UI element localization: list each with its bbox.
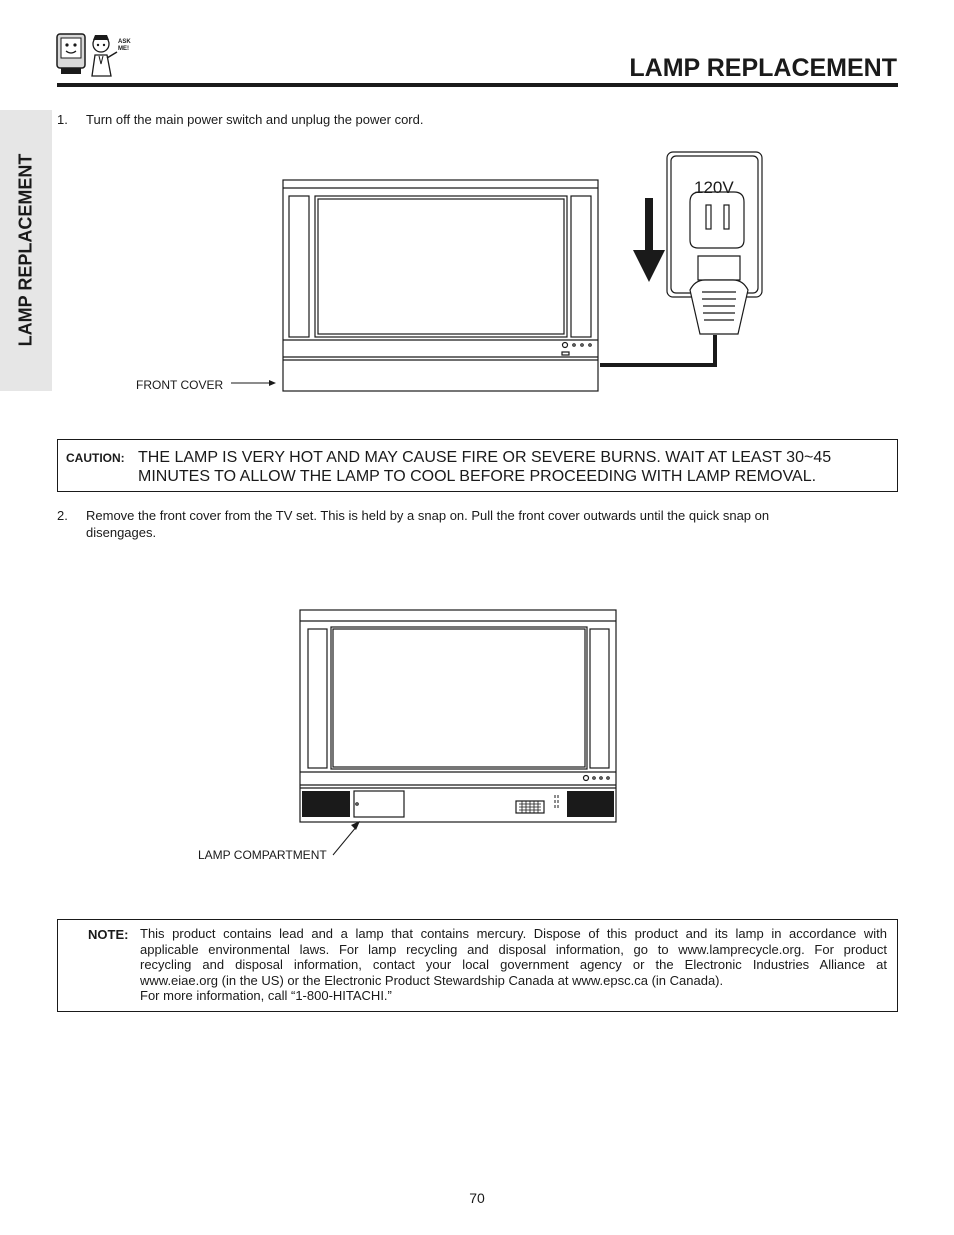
front-cover-arrow-icon <box>231 380 276 386</box>
side-tab-label: LAMP REPLACEMENT <box>15 153 36 347</box>
figure-lamp-compartment <box>190 605 630 865</box>
step-number: 1. <box>57 112 68 127</box>
figure-unplug-tv <box>130 150 780 400</box>
step-number: 2. <box>57 508 68 523</box>
note-line: For more information, call “1-800-HITACHI.” <box>140 988 392 1003</box>
step-text: Turn off the main power switch and unplug the power cord. <box>86 112 424 127</box>
caution-box <box>57 439 898 492</box>
side-tab <box>0 110 52 391</box>
step-1 <box>57 111 897 129</box>
tv-set-illustration <box>300 610 616 822</box>
left-speaker-panel <box>302 791 350 817</box>
caution-text <box>138 448 894 486</box>
caution-line: MINUTES TO ALLOW THE LAMP TO COOL BEFORE PROCEEDING WITH LAMP REMOVAL. <box>138 468 817 485</box>
front-cover-label: FRONT COVER <box>136 378 224 392</box>
voltage-label: 120V <box>694 178 734 197</box>
note-line: applicable environmental laws. For lamp recycling and disposal information, go to www.lamprecycle.org. For product <box>140 941 887 957</box>
ask-me-mascot-logo <box>55 30 135 80</box>
lamp-compartment-label: LAMP COMPARTMENT <box>198 848 327 862</box>
power-plug-icon <box>690 256 748 334</box>
caution-line: THE LAMP IS VERY HOT AND MAY CAUSE FIRE OR SEVERE BURNS. WAIT AT LEAST 30~45 <box>138 449 832 466</box>
note-line: This product contains lead and a lamp that contains mercury. Dispose of this product and its lamp in accordance with <box>140 926 887 941</box>
right-speaker-panel <box>567 791 614 817</box>
unplug-arrow-icon <box>633 198 665 282</box>
page-title: LAMP REPLACEMENT <box>629 54 897 82</box>
caution-label: CAUTION: <box>66 451 125 465</box>
note-line: www.eiae.org (in the US) or the Electronic Product Stewardship Canada at www.epsc.ca (in Canada). <box>140 972 724 988</box>
note-box <box>57 919 898 1012</box>
step-2 <box>57 507 897 543</box>
step-text-line: disengages. <box>86 525 157 540</box>
note-text <box>140 926 887 1004</box>
note-line: recycling and disposal information, contact your local government agency or the Electronic Industries Alliance at <box>140 957 887 972</box>
page-number: 70 <box>469 1190 485 1206</box>
power-cord <box>600 335 715 365</box>
lamp-compartment-arrow-icon <box>333 821 360 855</box>
title-rule <box>57 83 898 87</box>
tv-set-illustration <box>283 180 598 391</box>
note-label: NOTE: <box>88 927 129 942</box>
step-text-line: Remove the front cover from the TV set. This is held by a snap on. Pull the front cover outwards until the quick snap on <box>86 508 770 523</box>
logo-text: ASK ME! <box>118 39 131 52</box>
